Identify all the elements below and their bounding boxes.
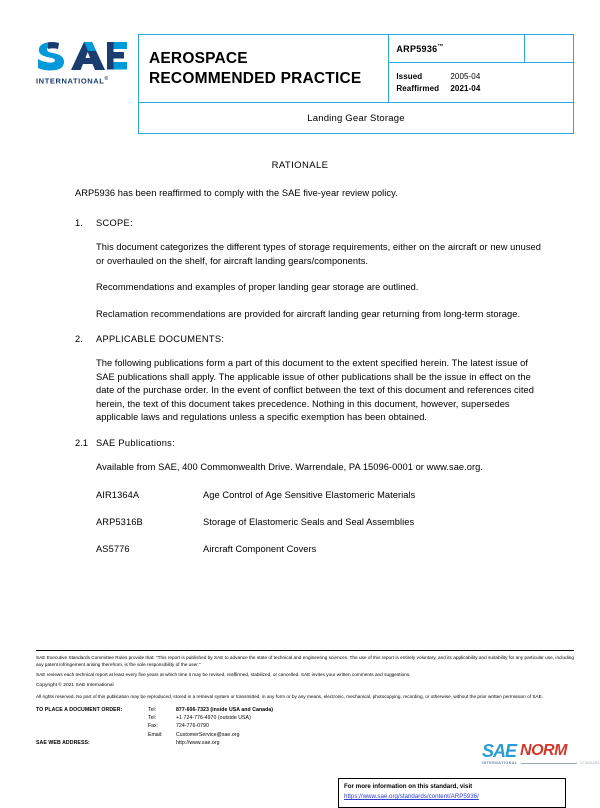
- rationale-text: ARP5936 has been reaffirmed to comply with the SAE five-year review policy.: [75, 188, 398, 198]
- section-2-1-number: 2.1: [75, 437, 88, 448]
- reaffirmed-value: 2021-04: [450, 83, 481, 93]
- applicable-documents-paragraph: The following publications form a part of this document to the extent specified herein. The latest issue of SAE publications shall apply. The applicable issue of other publications shall be the issue in effect on the date of the purchase order. In the event of conflict between the text of this document and references cited herein, the text of this document takes precedence. Nothing in this document, however, supersedes applicable laws and regulations unless a specific exemption has been obtained.: [96, 358, 534, 423]
- section-1-heading: SCOPE:: [96, 218, 133, 229]
- contact-value: +1 724-776-4970 (outside USA): [176, 714, 251, 721]
- sae-logo: [36, 38, 132, 94]
- contact-key: Fax:: [148, 723, 159, 730]
- publication-id: AS5776: [96, 544, 130, 555]
- footer-copyright: Copyright © 2021 SAE International: [36, 683, 114, 689]
- sae-logo-international-label: INTERNATIONAL®: [36, 76, 109, 86]
- document-type-line2: RECOMMENDED PRACTICE: [149, 69, 362, 87]
- scope-paragraph-2: Recommendations and examples of proper landing gear storage are outlined.: [96, 282, 419, 293]
- contact-grid: [36, 706, 574, 748]
- footer-legal-paragraph: SAE Executive Standards Committee Rules provide that: "This report is published by SAE to advance the state of technical and engineering sciences. The use of this report is entirely voluntary, and its applicability and suitability for any particular use, including any patent infringement arising therefrom, is the sole responsibility of the user.": [36, 655, 574, 667]
- contact-key: Tel:: [148, 706, 157, 713]
- document-body: [0, 160, 600, 571]
- section-2-number: 2.: [75, 334, 83, 345]
- watermark-subtitle-row: [482, 761, 600, 765]
- rationale-heading: RATIONALE: [271, 160, 329, 171]
- publications-list: [96, 490, 600, 554]
- more-information-box: [338, 778, 566, 808]
- standard-url-link[interactable]: https://www.sae.org/standards/content/ARP5936/: [344, 793, 479, 801]
- document-type-line1: AEROSPACE: [149, 49, 248, 67]
- header-blank-cell: [525, 35, 574, 63]
- contact-row: [36, 714, 574, 722]
- section-1-title: [75, 218, 600, 228]
- contact-key: Email:: [148, 731, 163, 738]
- publication-title: Aircraft Component Covers: [203, 544, 317, 555]
- section-2-title: [75, 334, 600, 344]
- document-number: ARP5936: [396, 43, 438, 54]
- publication-title: Storage of Elastomeric Seals and Seal Assemblies: [203, 517, 415, 528]
- more-information-label: For more information on this standard, visit: [344, 782, 473, 790]
- footer-rights-reserved: All rights reserved. No part of this publication may be reproduced, stored in a retrieval system or transmitted, in any form or by any means, electronic, mechanical, photocopying, recording, or otherwise, without the prior written permission of SAE.: [36, 693, 544, 699]
- document-dates-cell: [389, 63, 574, 103]
- contact-key: Tel:: [148, 714, 157, 721]
- sae-logo-mark: [36, 38, 128, 74]
- web-caption: SAE WEB ADDRESS:: [36, 740, 90, 747]
- issued-value: 2005-04: [450, 72, 481, 82]
- contact-row: [36, 706, 574, 714]
- contact-value: 724-776-0790: [176, 723, 209, 730]
- document-type-cell: [139, 35, 389, 103]
- section-1-number: 1.: [75, 218, 83, 229]
- web-address-value[interactable]: http://www.sae.org: [176, 740, 220, 747]
- availability-paragraph: Available from SAE, 400 Commonwealth Drive. Warrendale, PA 15096-0001 or www.sae.org.: [96, 461, 483, 472]
- issued-label: Issued: [396, 72, 423, 82]
- trademark-icon: ™: [437, 43, 444, 50]
- scope-paragraph-3: Reclamation recommendations are provided for aircraft landing gear returning from long-term storage.: [96, 308, 521, 319]
- reaffirmed-row: [396, 83, 573, 94]
- watermark-international-label: INTERNATIONAL: [482, 761, 518, 765]
- order-caption-spacer: [36, 722, 148, 730]
- watermark-norm-text: NORM: [520, 742, 567, 759]
- list-item: [96, 544, 600, 554]
- registered-mark-icon: ®: [104, 76, 109, 82]
- order-caption: TO PLACE A DOCUMENT ORDER:: [36, 706, 123, 713]
- section-2-1-title: [75, 438, 600, 448]
- list-item: [96, 517, 600, 527]
- contact-row: [36, 722, 574, 730]
- footer-divider: [36, 650, 574, 651]
- document-subtitle-cell: Landing Gear Storage: [139, 103, 574, 134]
- web-key-spacer: [148, 739, 176, 747]
- contact-value: 877-606-7323 (inside USA and Canada): [176, 706, 274, 713]
- contact-value-email[interactable]: CustomerService@sae.org: [176, 731, 240, 738]
- watermark-sae-text: SAE: [482, 741, 517, 761]
- reaffirmed-label: Reaffirmed: [396, 83, 440, 93]
- section-2-heading: APPLICABLE DOCUMENTS:: [96, 334, 225, 345]
- web-address-row: [36, 739, 574, 747]
- document-footer: [36, 650, 574, 801]
- contact-row: [36, 731, 574, 739]
- issued-row: [396, 71, 573, 82]
- publication-id: ARP5316B: [96, 517, 143, 528]
- order-caption-spacer: [36, 714, 148, 722]
- scope-paragraph-1: This document categorizes the different types of storage requirements, either on the aircraft or new unused or overhauled on the shelf, for aircraft landing gears/components.: [96, 242, 541, 266]
- publication-title: Age Control of Age Sensitive Elastomeric Materials: [203, 490, 416, 501]
- list-item: [96, 490, 600, 500]
- footer-review-paragraph: SAE reviews each technical report at least every five years at which time it may be revised, reaffirmed, stabilized, or cancelled. SAE invites your written comments and suggestions.: [36, 672, 411, 678]
- order-caption-spacer: [36, 731, 148, 739]
- section-2-1-heading: SAE Publications:: [96, 437, 175, 448]
- document-number-cell: [389, 35, 525, 63]
- publication-id: AIR1364A: [96, 490, 140, 501]
- watermark-standard-label: STANDARD: [580, 761, 600, 765]
- document-title-table: [138, 34, 574, 134]
- watermark-divider: [521, 763, 578, 764]
- document-header: [36, 34, 574, 142]
